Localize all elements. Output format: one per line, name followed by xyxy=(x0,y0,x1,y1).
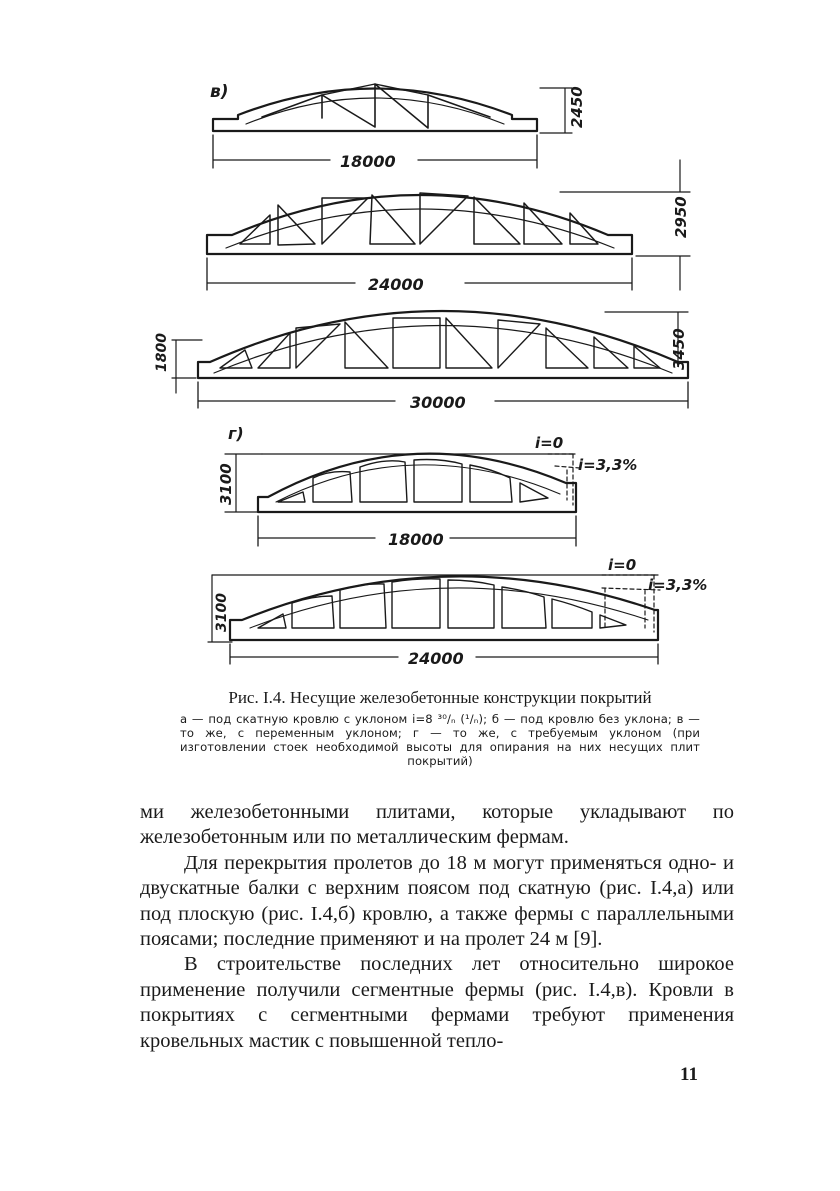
dim-height-3100-b: 3100 xyxy=(214,593,230,632)
truss-18000-segment xyxy=(210,82,586,171)
slope-required-label: i=3,3% xyxy=(578,456,638,474)
paragraph-2: Для перекрытия пролетов до 18 м могут применяться одно- и двускатные балки с верхним поясом под скатную (рис. І.4,а) или под плоскую (рис. І.4,б) кровлю, а также фермы с параллельными поясами; последние применяют и на пролет 24 м [9]. xyxy=(140,851,734,951)
truss-30000-segment xyxy=(154,311,688,412)
body-text xyxy=(140,800,734,1054)
caption-title: Рис. І.4. Несущие железобетонные конструкции покрытий xyxy=(228,688,652,707)
truss-24000-segment xyxy=(207,160,690,294)
panel-letter-g: г) xyxy=(228,424,244,443)
dim-height-2950: 2950 xyxy=(672,196,690,238)
slope-zero-label: i=0 xyxy=(535,434,564,452)
dim-height-3100-a: 3100 xyxy=(217,463,235,505)
dim-span-24000: 24000 xyxy=(368,275,424,294)
truss-24000-required-slope xyxy=(208,556,707,668)
paragraph-1: ми железобетонными плитами, которые укладывают по железобетонным или по металлическим фермам. xyxy=(140,801,734,849)
slope-required-label-2: i=3,3% xyxy=(648,576,708,594)
dim-span-18000-b: 18000 xyxy=(388,530,444,549)
truss-18000-required-slope xyxy=(217,424,637,549)
dim-span-18000: 18000 xyxy=(340,152,396,171)
slope-zero-label-2: i=0 xyxy=(608,556,637,574)
dim-end-height-1800: 1800 xyxy=(154,333,170,372)
dim-height-2450: 2450 xyxy=(568,86,586,128)
panel-letter-v: в) xyxy=(210,82,229,102)
paragraph-3: В строительстве последних лет относительно широкое применение получили сегментные фермы (рис. І.4,в). Кровли в покрытиях с сегментными фермами требуют применения кровельных мастик с повышенной тепло- xyxy=(140,953,734,1052)
dim-span-24000-b: 24000 xyxy=(408,649,464,668)
dim-height-3450: 3450 xyxy=(670,328,688,370)
dim-span-30000: 30000 xyxy=(410,393,466,412)
caption-text: а — под скатную кровлю с уклоном i=8 ³⁰/ₙ (¹/ₙ); б — под кровлю без уклона; в — то же, с переменным уклоном; г — то же, с требуемым уклоном (при изготовлении стоек необходимой высоты для опирания на них несущих плит покрытий) xyxy=(180,711,700,769)
figure-caption xyxy=(180,688,700,768)
page-number: 11 xyxy=(680,1064,698,1085)
